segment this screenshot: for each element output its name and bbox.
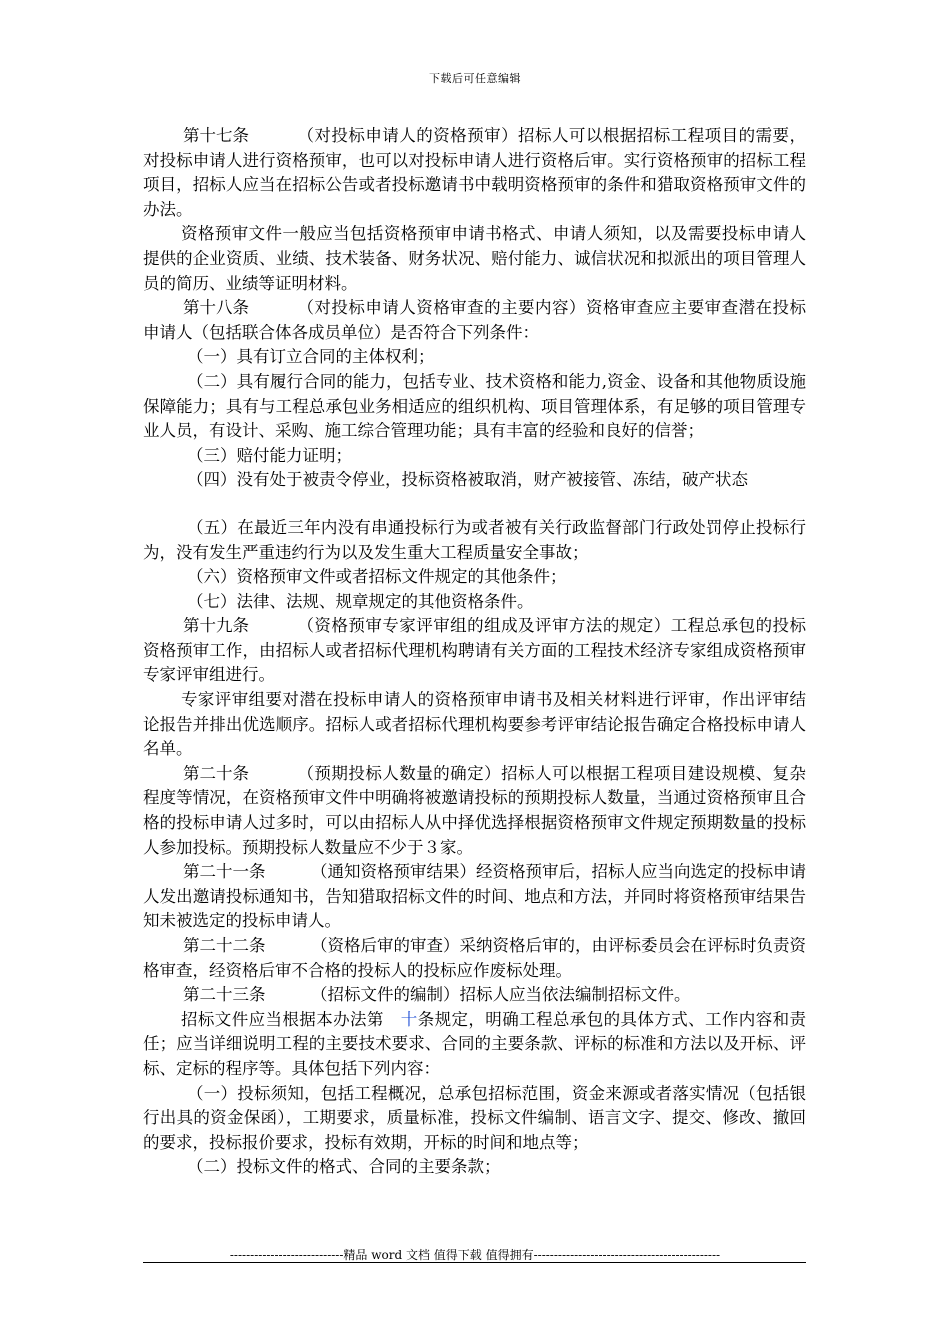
article-number: 第二十三条	[183, 985, 266, 1005]
page-footer: ----------------------------精品 word 文档 值得下载 值得拥有----------------------------------------------	[229, 1248, 721, 1262]
article-23	[143, 983, 806, 1008]
article-text: （招标文件的编制）招标人应当依法编制招标文件。	[311, 985, 691, 1005]
list-item: （三）赔付能力证明；	[187, 445, 352, 465]
paragraph: 专家评审组要对潜在投标申请人的资格预审申请书及相关材料进行评审，作出评审结论报告并排出优选顺序。招标人或者招标代理机构要参考评审结论报告确定合格投标申请人名单。	[143, 690, 806, 759]
article-text: （资格预审专家评审组的组成及评审方法的规定）工程总承包的投标资格预审工作，由招标人或者招标代理机构聘请有关方面的工程技术经济专家组成资格预审专家评审组进行。	[143, 616, 806, 685]
list-item: （六）资格预审文件或者招标文件规定的其他条件；	[187, 567, 567, 587]
article-20	[143, 762, 806, 860]
article-number: 第二十一条	[183, 862, 266, 882]
paragraph	[143, 1008, 806, 1082]
list-item: （一）具有订立合同的主体权利；	[187, 347, 435, 367]
spacer	[143, 493, 806, 516]
article-text: （通知资格预审结果）经资格预审后，招标人应当向选定的投标申请人发出邀请投标通知书，告知猎取招标文件的时间、地点和方法，并同时将资格预审结果告知未被选定的投标申请人。	[143, 862, 806, 931]
list-item: （七）法律、法规、规章规定的其他资格条件。	[187, 591, 534, 611]
footer-divider	[143, 1262, 806, 1263]
article-21	[143, 860, 806, 934]
article-number: 第十九条	[183, 616, 249, 636]
article-number: 第二十条	[183, 763, 249, 783]
list-item: （一）投标须知，包括工程概况，总承包招标范围，资金来源或者落实情况（包括银行出具的资金保函），工期要求，质量标准，投标文件编制、语言文字、提交、修改、撤回的要求，投标报价要求，投标有效期，开标的时间和地点等；	[143, 1083, 806, 1152]
article-text: （预期投标人数量的确定）招标人可以根据工程项目建设规模、复杂程度等情况，在资格预审文件中明确将被邀请投标的预期投标人数量，当通过资格预审且合格的投标申请人过多时，可以由招标人从中择优选择根据资格预审文件规定预期数量的投标人参加投标。预期投标人数量应不少于３家。	[143, 763, 806, 857]
list-item: （五）在最近三年内没有串通投标行为或者被有关行政监督部门行政处罚停止投标行为，没有发生严重违约行为以及发生重大工程质量安全事故；	[143, 517, 806, 562]
article-18	[143, 296, 806, 345]
article-19	[143, 614, 806, 688]
article-number: 第十八条	[183, 298, 249, 318]
article-reference: 十	[400, 1009, 418, 1029]
paragraph-text: 招标文件应当根据本办法第	[181, 1009, 384, 1029]
list-item: （四）没有处于被责令停业，投标资格被取消，财产被接管、冻结，破产状态	[187, 470, 748, 490]
article-text: （对投标申请人的资格预审）招标人可以根据招标工程项目的需要，对投标申请人进行资格预审，也可以对投标申请人进行资格后审。实行资格预审的招标工程项目，招标人应当在招标公告或者投标邀请书中载明资格预审的条件和猎取资格预审文件的办法。	[143, 126, 806, 219]
article-number: 第二十二条	[183, 936, 266, 955]
article-text: （资格后审的审查）采纳资格后审的，由评标委员会在评标时负责资格审查，经资格后审不合格的投标人的投标应作废标处理。	[143, 936, 806, 980]
page-header: 下载后可任意编辑	[429, 72, 521, 85]
document-body	[143, 124, 806, 1180]
article-text: （对投标申请人资格审查的主要内容）资格审查应主要审查潜在投标申请人（包括联合体各成员单位）是否符合下列条件：	[143, 298, 806, 342]
paragraph: 资格预审文件一般应当包括资格预审申请书格式、申请人须知，以及需要投标申请人提供的企业资质、业绩、技术装备、财务状况、赔付能力、诚信状况和拟派出的项目管理人员的简历、业绩等证明材料。	[143, 224, 806, 293]
article-22	[143, 934, 806, 983]
list-item: （二）投标文件的格式、合同的主要条款；	[187, 1157, 501, 1177]
article-number: 第十七条	[183, 126, 249, 145]
paragraph-text: 条规定，明确工程总承包的具体方式、工作内容和责任；应当详细说明工程的主要技术要求、合同的主要条款、评标的标准和方法以及开标、评标、定标的程序等。具体包括下列内容：	[143, 1009, 807, 1078]
list-item: （二）具有履行合同的能力，包括专业、技术资格和能力,资金、设备和其他物质设施保障能力；具有与工程总承包业务相适应的组织机构、项目管理体系，有足够的项目管理专业人员，有设计、采购、施工综合管理功能；具有丰富的经验和良好的信誉；	[143, 371, 806, 441]
article-17	[143, 124, 806, 222]
